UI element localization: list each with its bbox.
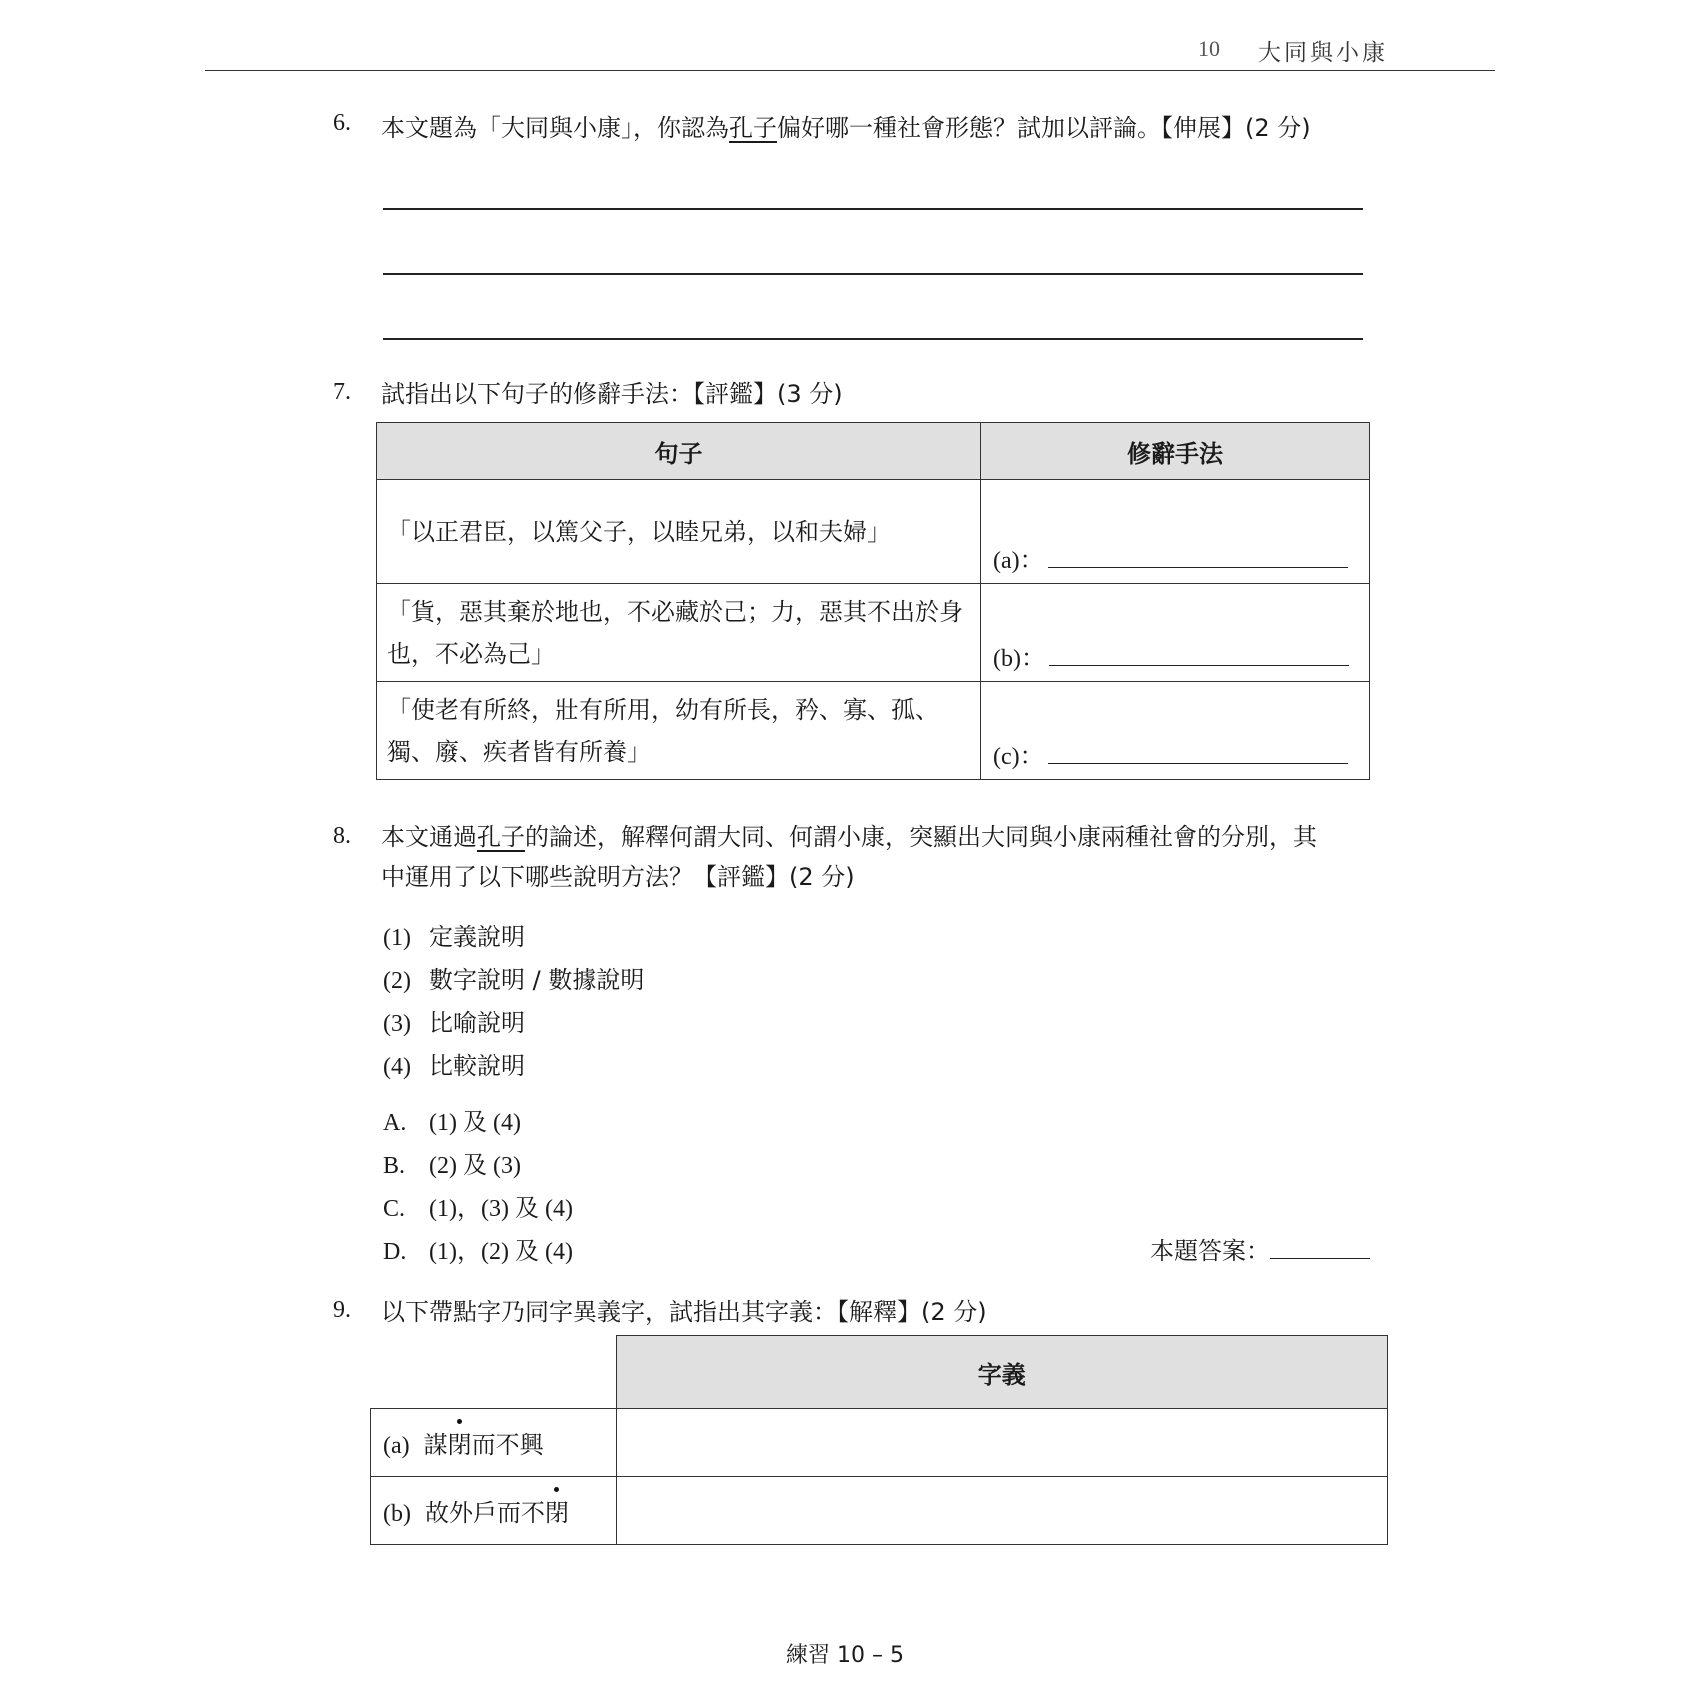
q6-number: 6. — [333, 110, 351, 136]
chapter-title: 大同與小康 — [1258, 40, 1388, 66]
q7-text: 試指出以下句子的修辭手法：【評鑑】(3 分) — [381, 380, 843, 408]
q7-number: 7. — [333, 379, 351, 405]
q6-text-pre: 本文題為「大同與小康」，你認為 — [381, 114, 729, 142]
q6-answer-line-3[interactable] — [383, 338, 1363, 340]
chapter-number: 10 — [1198, 36, 1220, 61]
table-corner — [371, 1336, 617, 1409]
list-item — [383, 960, 644, 995]
option-label: A. — [383, 1110, 407, 1136]
q8-number: 8. — [333, 823, 351, 849]
answer-label-a: (a)： — [993, 548, 1044, 574]
meaning-answer-a[interactable] — [616, 1409, 1388, 1477]
option-text: (2) 及 (3) — [429, 1153, 521, 1179]
item-label: (2) — [383, 968, 411, 994]
answer-label: 本題答案： — [1150, 1237, 1270, 1265]
meaning-table — [370, 1335, 1388, 1545]
q8-text-line1 — [381, 816, 1317, 858]
table-row — [377, 584, 1370, 682]
q6-text — [381, 107, 1311, 149]
dotted-char: 閉 — [448, 1425, 472, 1460]
phrase-label: (b) — [383, 1501, 411, 1527]
option-a[interactable] — [383, 1102, 521, 1137]
answer-blank-c[interactable] — [1048, 743, 1348, 764]
q8-text-pre: 本文通過 — [381, 823, 477, 851]
rhetoric-answer-b[interactable] — [981, 584, 1370, 682]
answer-blank-b[interactable] — [1049, 645, 1349, 666]
rhetoric-sentence-b: 「貨，惡其棄於地也，不必藏於己；力，惡其不出於身也，不必為己」 — [377, 584, 981, 682]
q6-text-post: 偏好哪一種社會形態？試加以評論。【伸展】(2 分) — [777, 114, 1311, 142]
phrase-post: 而不興 — [471, 1431, 544, 1459]
option-label: D. — [383, 1239, 407, 1265]
item-text: 數字說明 / 數據說明 — [429, 966, 645, 994]
table-row — [377, 682, 1370, 780]
table-row — [371, 1477, 1388, 1545]
rhetoric-answer-a[interactable] — [981, 480, 1370, 584]
item-label: (1) — [383, 925, 411, 951]
q9-text: 以下帶點字乃同字異義字，試指出其字義：【解釋】(2 分) — [381, 1298, 987, 1326]
q8-text-post: 的論述，解釋何謂大同、何謂小康，突顯出大同與小康兩種社會的分別，其 — [525, 823, 1317, 851]
q9-number: 9. — [333, 1297, 351, 1323]
option-text: (1)，(2) 及 (4) — [429, 1239, 573, 1265]
meaning-header: 字義 — [616, 1336, 1388, 1409]
option-text: (1)，(3) 及 (4) — [429, 1196, 573, 1222]
rhetoric-sentence-c: 「使老有所終，壯有所用，幼有所長，矜、寡、孤、獨、廢、疾者皆有所養」 — [377, 682, 981, 780]
rhetoric-header-device: 修辭手法 — [981, 423, 1370, 480]
item-text: 比喻說明 — [429, 1009, 525, 1037]
option-c[interactable] — [383, 1188, 573, 1223]
list-item — [383, 917, 525, 952]
list-item — [383, 1046, 525, 1081]
table-row — [371, 1409, 1388, 1477]
rhetoric-header-sentence: 句子 — [377, 423, 981, 480]
rhetoric-answer-c[interactable] — [981, 682, 1370, 780]
q6-name-confucius: 孔子 — [729, 114, 777, 142]
q8-answer[interactable] — [1150, 1231, 1370, 1266]
option-d[interactable] — [383, 1231, 573, 1266]
page-number: 練習 10 – 5 — [786, 1643, 904, 1668]
answer-label-c: (c)： — [993, 744, 1044, 770]
rhetoric-sentence-a: 「以正君臣，以篤父子，以睦兄弟，以和夫婦」 — [377, 480, 981, 584]
option-text: (1) 及 (4) — [429, 1110, 521, 1136]
phrase-label: (a) — [383, 1433, 410, 1459]
meaning-phrase-a — [371, 1409, 617, 1477]
phrase-pre: 故外戶而不 — [424, 1499, 545, 1527]
rhetoric-table — [376, 422, 1370, 780]
q6-answer-line-1[interactable] — [383, 208, 1363, 210]
item-label: (4) — [383, 1054, 411, 1080]
phrase-pre: 謀 — [423, 1431, 448, 1459]
item-label: (3) — [383, 1011, 411, 1037]
meaning-answer-b[interactable] — [616, 1477, 1388, 1545]
q8-text-line2: 中運用了以下哪些說明方法？【評鑑】(2 分) — [381, 863, 855, 891]
option-label: B. — [383, 1153, 406, 1179]
answer-label-b: (b)： — [993, 646, 1045, 672]
item-text: 比較說明 — [429, 1052, 525, 1080]
meaning-phrase-b — [371, 1477, 617, 1545]
option-b[interactable] — [383, 1145, 521, 1180]
list-item — [383, 1003, 525, 1038]
option-label: C. — [383, 1196, 406, 1222]
table-row — [377, 480, 1370, 584]
answer-blank[interactable] — [1270, 1238, 1370, 1259]
q8-name-confucius: 孔子 — [477, 823, 525, 851]
answer-blank-a[interactable] — [1048, 547, 1348, 568]
item-text: 定義說明 — [429, 923, 525, 951]
q6-answer-line-2[interactable] — [383, 273, 1363, 275]
header-divider — [205, 70, 1495, 71]
dotted-char: 閉 — [545, 1493, 569, 1528]
